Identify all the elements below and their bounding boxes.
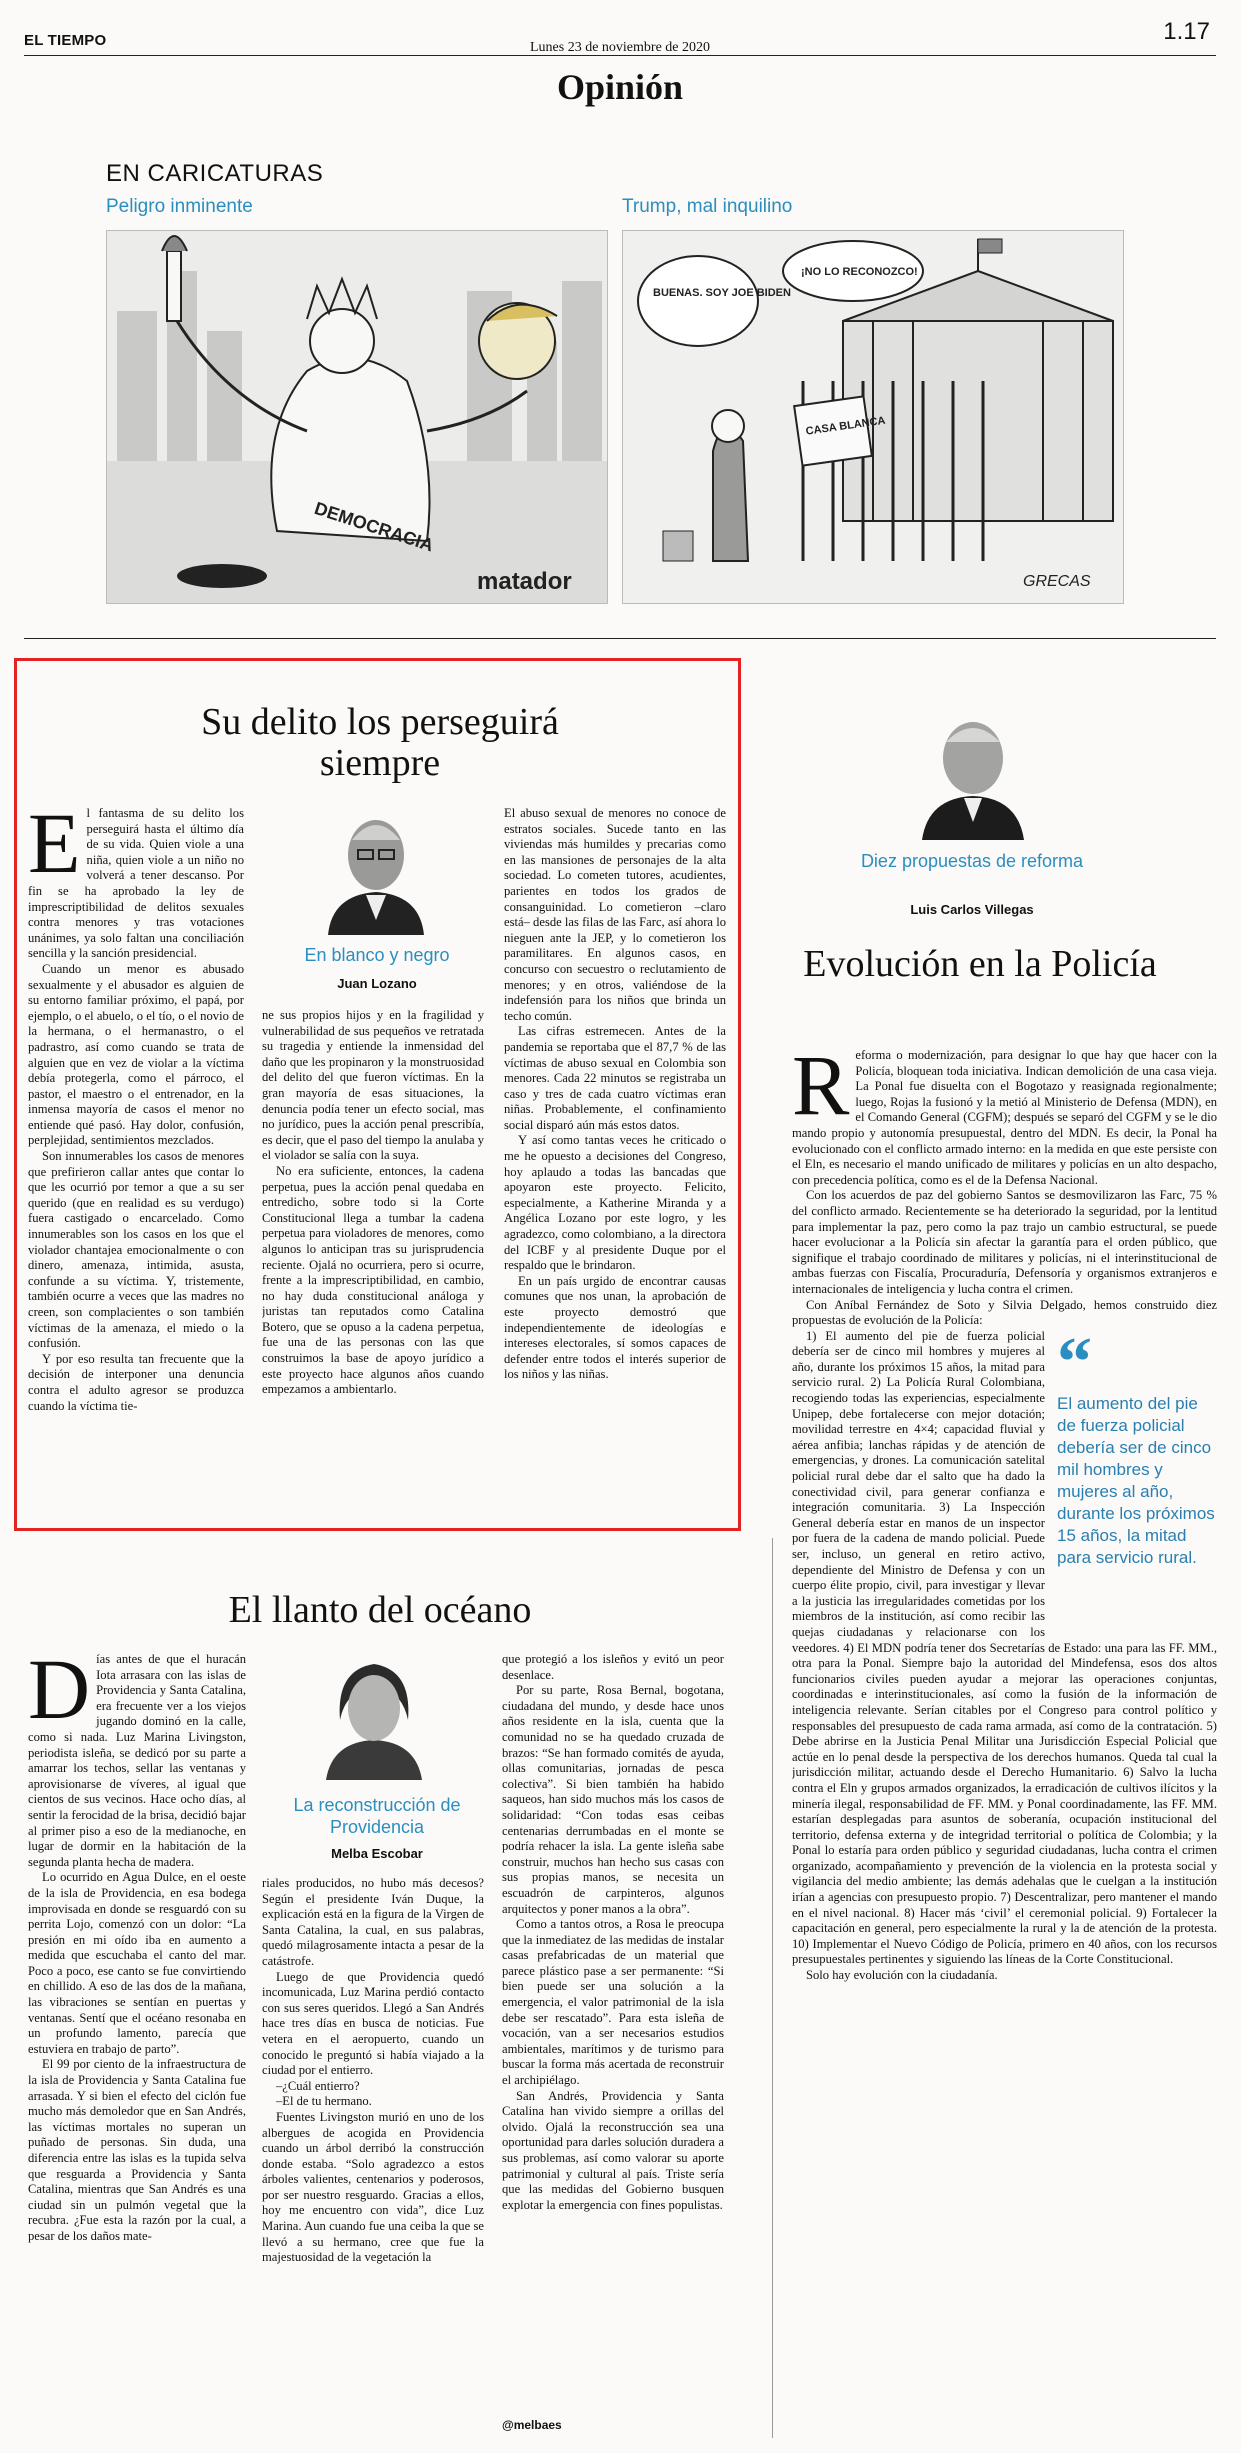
article3-paragraph: –El de tu hermano. <box>276 2094 372 2109</box>
article2-paragraph: Con Aníbal Fernández de Soto y Silvia Delgado, hemos construido diez propuestas de evolución de la Policía: <box>792 1297 1217 1328</box>
article2-column-name: Diez propuestas de reforma <box>860 851 1084 871</box>
cartoon-left-illustration <box>107 231 607 603</box>
article2-title: Evolución en la Policía <box>803 943 1157 985</box>
democracia-label: DEMOCRACIA <box>311 498 437 556</box>
article1-column-3 <box>504 806 726 1518</box>
quote-mark-icon: “ <box>1057 1323 1092 1401</box>
article3-column-3 <box>502 1652 724 2414</box>
article3-paragraph: Lo ocurrido en Agua Dulce, en el oeste de la isla de Providencia, en esa bodega improvisada en donde se resguardó con su perrita Lojo, comenzó con un dolor: “La presión en mi oído iba en aumento a medida que escuchaba el canto del mar. Poco a poco, ese canto se fue convirtiendo en chillido. A eso de las dos de la mañana, las vibraciones se sentían en puertas y ventanas. Sentí que el océano resonaba en un profundo lamento, parecía que estuviera en trabajo de parto”. <box>28 1870 246 2056</box>
article2-author-photo <box>918 700 1028 840</box>
article2-body <box>792 1048 1217 2428</box>
trump-bubble: ¡NO LO RECONOZCO! <box>801 266 918 278</box>
article1-paragraph: Y así como tantas veces he criticado o me he opuesto a decisiones del Congreso, hoy aplaudo a todas las bancadas que apoyaron este proyecto. Felicito, especialmente, a Katherine Miranda y a Angélica Lozano por este logro, y les agradezco, como colombiano, a la directora del ICBF y al presidente Duque por el respaldo que le brindaron. <box>504 1133 726 1273</box>
author-portrait-icon <box>918 700 1028 840</box>
section-title: Opinión <box>556 67 684 107</box>
dateline: Lunes 23 de noviembre de 2020 <box>529 40 710 55</box>
article3-paragraph: que protegió a los isleños y evitó un peor desenlace. <box>502 1652 724 1682</box>
cartoon-right-signature: GRECAS <box>1023 573 1091 590</box>
article3-paragraph: Luego de que Providencia quedó incomunicada, Luz Marina perdió contacto con sus seres queridos. Llegó a San Andrés hace tres días en busca de noticias. Fue vetera en el aeropuerto, cuando un conocido le preguntó si había viajado a la ciudad por el entierro. <box>262 1969 484 2078</box>
article3-author: Melba Escobar <box>331 1846 423 1861</box>
article1-column-1 <box>28 806 244 1518</box>
article3-paragraph: Fuentes Livingston murió en uno de los albergues de acogida en Providencia cuando un árbol derribó la construcción donde estaba. “Solo agradezco a estos árboles valientes, centenarios y poderosos, por ser nuestro resguardo. Gracias a ellos, hoy me encuentro con vida”, dice Luz Marina. Aun cuando fue una ceiba la que se llevó a su hermano, cree que fue la majestuosidad de la vegetación la <box>262 2109 484 2265</box>
cartoon-left <box>106 230 608 604</box>
article3-signature: @melbaes <box>502 2418 562 2432</box>
header-rule <box>24 55 1216 56</box>
cartoon-left-caption: Peligro inminente <box>106 196 253 217</box>
article3-author-photo <box>318 1650 430 1780</box>
cartoon-right-illustration <box>623 231 1123 603</box>
biden-bubble: BUENAS. SOY JOE BIDEN <box>653 287 791 299</box>
article2-dropcap: R <box>792 1048 850 1133</box>
pullquote-text: El aumento del pie de fuerza policial debería ser de cinco mil hombres y mujeres al año, durante los próximos 15 años, la mitad para servicio rural. <box>1057 1393 1215 1567</box>
article1-paragraph: l fantasma de su delito los perseguirá hasta el último día de su vida. Quien viole a una niña, quien viole a un niño no volverá a tener descanso. Por fin se ha aprobado la ley de imprescriptibilidad de delitos sexuales contra menores y tras votaciones unánimes, ya solo faltan una conciliación sencilla y la sanción presidencial. <box>28 806 244 961</box>
article3-paragraph: San Andrés, Providencia y Santa Catalina han vivido siempre a orillas del olvido. Ojalá la reconstrucción sea una oportunidad para darles solución duradera a sus problemas, así como valorar su aporte patrimonial y cultural al país. Triste sería que las medidas del Gobierno busquen explotar la emergencia con fines populistas. <box>502 2088 724 2212</box>
cartoons-kicker: EN CARICATURAS <box>106 160 324 187</box>
article1-author-photo <box>322 800 430 935</box>
article3-column-name: La reconstrucción de Providencia <box>293 1795 461 1837</box>
article3-paragraph: –¿Cuál entierro? <box>276 2078 360 2093</box>
article1-column-name: En blanco y negro <box>304 945 450 965</box>
cartoons-divider <box>24 638 1216 639</box>
article3-paragraph: Por su parte, Rosa Bernal, bogotana, ciudadana del mundo, y desde hace unos años residente en la isla, cuenta que la comunidad no se ha quedado cruzada de brazos: “Se han formado comités de ayuda, ollas comunitarias, jornadas de pesca colectiva”. Si bien también ha habido saqueos, han sido muchos más los casos de solidaridad: “Con todas esas ceibas centenarias derrumbadas en el monte se podría rehacer la isla. La gente isleña sabe construir, muchos han hecho sus casas con sus propias manos, se necesita un escuadrón de carpinteros, algunos arquitectos y poner manos a la obra”. <box>502 1683 724 1916</box>
article3-column-1 <box>28 1652 246 2432</box>
author-portrait-icon <box>318 1650 430 1780</box>
author-portrait-icon <box>322 800 430 935</box>
article1-dropcap: E <box>28 806 81 891</box>
article3-paragraph: El 99 por ciento de la infraestructura de la isla de Providencia y Santa Catalina fue arrasada. Y si bien el efecto del ciclón fue mucho más demoledor que en San Andrés, las víctimas mortales no superan un puñado de personas. Sin duda, una diferencia entre las islas es la tupida selva que resguarda a Providencia y Santa Catalina, mientras que San Andrés es una ciudad sin un pulmón vegetal que la recubra. ¿Fue esta la razón por la cual, a pesar de los daños mate- <box>28 2057 246 2243</box>
article1-paragraph: Son innumerables los casos de menores que prefirieron callar antes que contar lo que les ocurrió por temor a que a su ser querido (que en realidad es su verdugo) fuera castigado o encarcelado. Como innumerables son los casos en los que el violador chantajea emocionalmente o con dinero, amenaza, intimida, asusta, confunde a su víctima. Y, tristemente, también ocurre a veces que las madres no creen, son complacientes o son también víctimas de la amenaza, el miedo o la confusión. <box>28 1149 244 1351</box>
article3-paragraph: Como a tantos otros, a Rosa le preocupa que la inmediatez de las medidas de instalar casas prefabricadas de un material que parece plástico pase a ser permanente: “Si bien puede ser una solución a la emergencia, el valor patrimonial de la isla debe ser rescatado”. Para esta isleña de vocación, van a ser necesarios estudios ambientales, marítimos y de turismo para buscar la forma más acertada de reconstruir el archipiélago. <box>502 1917 724 2088</box>
article1-paragraph: Cuando un menor es abusado sexualmente y el abusador es alguien de su entorno familiar próximo, el papá, por ejemplo, o el abuelo, o el tío, o el novio de la hermana, o el hermanastro, o el padrastro, así como cuando se trata de alguien que en vez de violar a la víctima debía protegerla, como el párroco, el pastor, el maestro o el entrenador, en la inmensa mayoría de casos el menor no entiende qué pasó. Hay dolor, confusión, perplejidad, sentimientos mezclados. <box>28 961 244 1148</box>
cartoon-right-caption: Trump, mal inquilino <box>622 196 793 217</box>
article1-author: Juan Lozano <box>337 976 417 991</box>
article3-paragraph: riales producidos, no hubo más decesos? Según el presidente Iván Duque, la explicación está en la figura de la Virgen de Santa Catalina, la cual, en sus palabras, quedó milagrosamente intacta a pesar de la catástrofe. <box>262 1876 484 1968</box>
article1-column-2 <box>262 1008 484 1508</box>
article3-title: El llanto del océano <box>228 1589 532 1631</box>
article2-paragraph: Solo hay evolución con la ciudadanía. <box>806 1968 998 1983</box>
article1-paragraph: ne sus propios hijos y en la fragilidad y vulnerabilidad de sus pequeños ve retratada su tragedia y entiende la inmensidad del daño que les propinaron y la monstruosidad del delito del que fueron víctimas. En la gran mayoría de esas situaciones, la denuncia podía tener un efecto social, mas no jurídico, pues la acción penal prescribía, es decir, que el paso del tiempo la anulaba y el violador se salía con la suya. <box>262 1008 484 1163</box>
article2-paragraph: eforma o modernización, para designar lo que hay que hacer con la Policía, bloquean toda iniciativa. Indican demolición de una casa vieja. La Ponal fue disuelta con el Bogotazo y reasignada regionalmente; luego, Rojas la fusionó y la metió al Ministerio de Defensa (MDN), en el Comando General (CGFM); después se separó del CGFM y se le dio mando propio y autonomía presupuestal, dentro del MDN. Es decir, la Ponal ha evolucionado con el conflicto armado interno: en la medida en que este persiste con el Eln, es necesario el mando unificado de militares y policías en un alto despacho, con precedencia política, como es el de la Defensa Nacional. <box>792 1048 1217 1187</box>
article2-paragraph: Con los acuerdos de paz del gobierno Santos se desmovilizaron las Farc, 75 % del conflicto armado. Recientemente se ha deteriorado la seguridad, por la lentitud para implementar la paz, pero como la paz trajo un cambio estructural, se puede hacer evolucionar a la Policía sin afectar la garantía para el orden público, que signifique el trabajo coordinado de militares y policías, ni el interinstitucional de ambas fuerzas con Fiscalía, Procuraduría, Defensoría y organismos extranjeros e internacionales de inteligencia y lucha contra el crimen. <box>792 1188 1217 1296</box>
article2-paragraph: 1) El aumento del pie de fuerza policial debería ser de cinco mil hombres y mujeres al año, durante los próximos 15 años, la mitad para servicio rural. 2) La Policía Rural Colombiana, recogiendo todas las experiencias, especialmente Unipep, debe fortalecerse con mejor dotación; movilidad terrestre en 4×4; capacidad fluvial y aérea anfibia; lanchas rápidas y de atención de emergencias, y drones. La comunicación satelital policial rural debe dar el salto que ha dado la conectividad civil, para generar confianza e integración comunitaria. 3) La Inspección General debería estar en manos de un inspector por fuera de la cadena de mando policial. Puede ser, incluso, un general en retiro activo, dependiente del Ministro de Defensa y con un cuerpo élite propio, civil, para investigar y llevar a la justicia las irregularidades cometidas por los miembros de la institución, así como recibir las quejas ciudadanas y relacionarse con los veedores. 4) El MDN podría tener dos Secretarías de Estado: una para las FF. MM., otra para la Ponal. Siempre bajo la autoridad del Mindefensa, esos dos altos funcionarios civiles pueden ayudar a mejorar las operaciones conjuntas, coordinadas e interinstitucionales, así como la fusión de la información de inteligencia relevante. Serían citables por el Congreso para control político y responsables del presupuesto de cada rama armada, así como de la contratación. 5) Debe abrirse en la Justicia Penal Militar una Jurisdicción Especial Policial que actúe en lo penal desde la perspectiva de los derechos humanos. Queda tal cual la jurisdicción militar, actuando desde el Derecho Humanitario. 6) Salvo la lucha contra el Eln y grupos armados organizados, la erradicación de cultivos ilícitos y la minería ilegal, responsabilidad de FF. MM. y Ponal coordinadamente, las FF. MM. estarían desplegadas para asuntos de soberanía, ocupación institucional del territorio, defensa externa y de integridad territorial o política de Colombia; y la Ponal lo estaría para orden público y seguridad ciudadanas, lucha contra el crimen organizado, acompañamiento y prevención de la violencia en la protesta social y vigilancia del medio ambiente; las demás adehalas que le cuelgan a la institución irían a agencias con presupuesto propio. 7) Descentralizar, pero mantener el mando en el nivel nacional. 8) Hacer más ‘civil’ el ceremonial policial. 9) Fortalecer la capacitación en general, pero especialmente la rural y la de atención de la protesta. 10) Implementar el Nuevo Código de Policía, primero en 40 años, con los recursos presupuestales pertinentes y siguiendo las líneas de la Corte Constitucional. <box>792 1328 1217 1967</box>
article3-paragraph: ías antes de que el huracán Iota arrasara con las islas de Providencia y Santa Catalina, era frecuente ver a los viejos jugando dominó en la calle, como si nada. Luz Marina Livingston, periodista isleña, se dedicó por su parte a amarrar los techos, sellar las ventanas y aprovisionarse de víveres, al igual que cientos de sus vecinos. Hace ocho días, al sentir la ferocidad de la brisa, decidió bajar al primer piso a eso de la medianoche, en lugar de dormir en la habitación de la segunda planta hecha de madera. <box>28 1652 246 1869</box>
pullquote-box <box>1057 1323 1217 1623</box>
cartoon-right <box>622 230 1124 604</box>
casa-blanca-sign: CASA BLANCA <box>805 414 887 438</box>
article1-paragraph: No era suficiente, entonces, la cadena perpetua, pues la acción penal quedaba en entredicho, sobre todo si la Corte Constitucional llega a tumbar la cadena perpetua para violadores de menores, como algunos lo anticipan tras su jurisprudencia reciente. Ojalá no ocurriera, pero si ocurre, frente a la imprescriptibilidad, en cambio, no hay duda constitucional análoga y juristas tan reputados como Catalina Botero, que se opuso a la cadena perpetua, fue una de las personas con las que construimos la base de apoyo jurídico a este proyecto hace algunos años cuando empezamos a ambientarlo. <box>262 1163 484 1397</box>
article1-paragraph: Las cifras estremecen. Antes de la pandemia se reportaba que el 87,7 % de las víctimas de abuso sexual en Colombia son menores. Cada 22 minutos se registraba un caso y tres de cada cuatro víctimas eran niñas. Probablemente, el confinamiento social disparó aún más estos datos. <box>504 1024 726 1132</box>
article2-author: Luis Carlos Villegas <box>910 902 1034 917</box>
article3-dropcap: D <box>28 1652 91 1737</box>
article1-title: Su delito los perseguirá siempre <box>201 701 559 784</box>
column-divider <box>772 1538 773 2438</box>
page-number: 1.17 <box>1163 18 1210 45</box>
article1-paragraph: Y por eso resulta tan frecuente que la decisión de interponer una denuncia contra el adulto agresor se produzca cuando la víctima tie- <box>28 1351 244 1413</box>
cartoon-left-signature: matador <box>477 568 572 595</box>
newspaper-name: EL TIEMPO <box>24 32 107 49</box>
article3-column-2 <box>262 1876 484 2432</box>
article1-paragraph: El abuso sexual de menores no conoce de estratos sociales. Sucede tanto en las viviendas más humildes y precarias como en las mansiones de personajes de la alta sociedad. Lo cometen tutores, acudientes, parientes en todos los grados de consanguinidad. Lo cometieron –claro está– desde las filas de las Farc, así ahora lo nieguen ante la JEP, y lo cometieron los paramilitares. En algunos casos, en concurso con secuestro o reclutamiento de menores; y en otros, valiéndose de la indefensión para los niños que brinda un techo común. <box>504 806 726 1023</box>
article1-paragraph: En un país urgido de encontrar causas comunes que nos unan, la aprobación de este proyecto demostró que independientemente de ideologías e intereses electorales, sí somos capaces de defender entre todos el interés superior de los niños y las niñas. <box>504 1273 726 1382</box>
